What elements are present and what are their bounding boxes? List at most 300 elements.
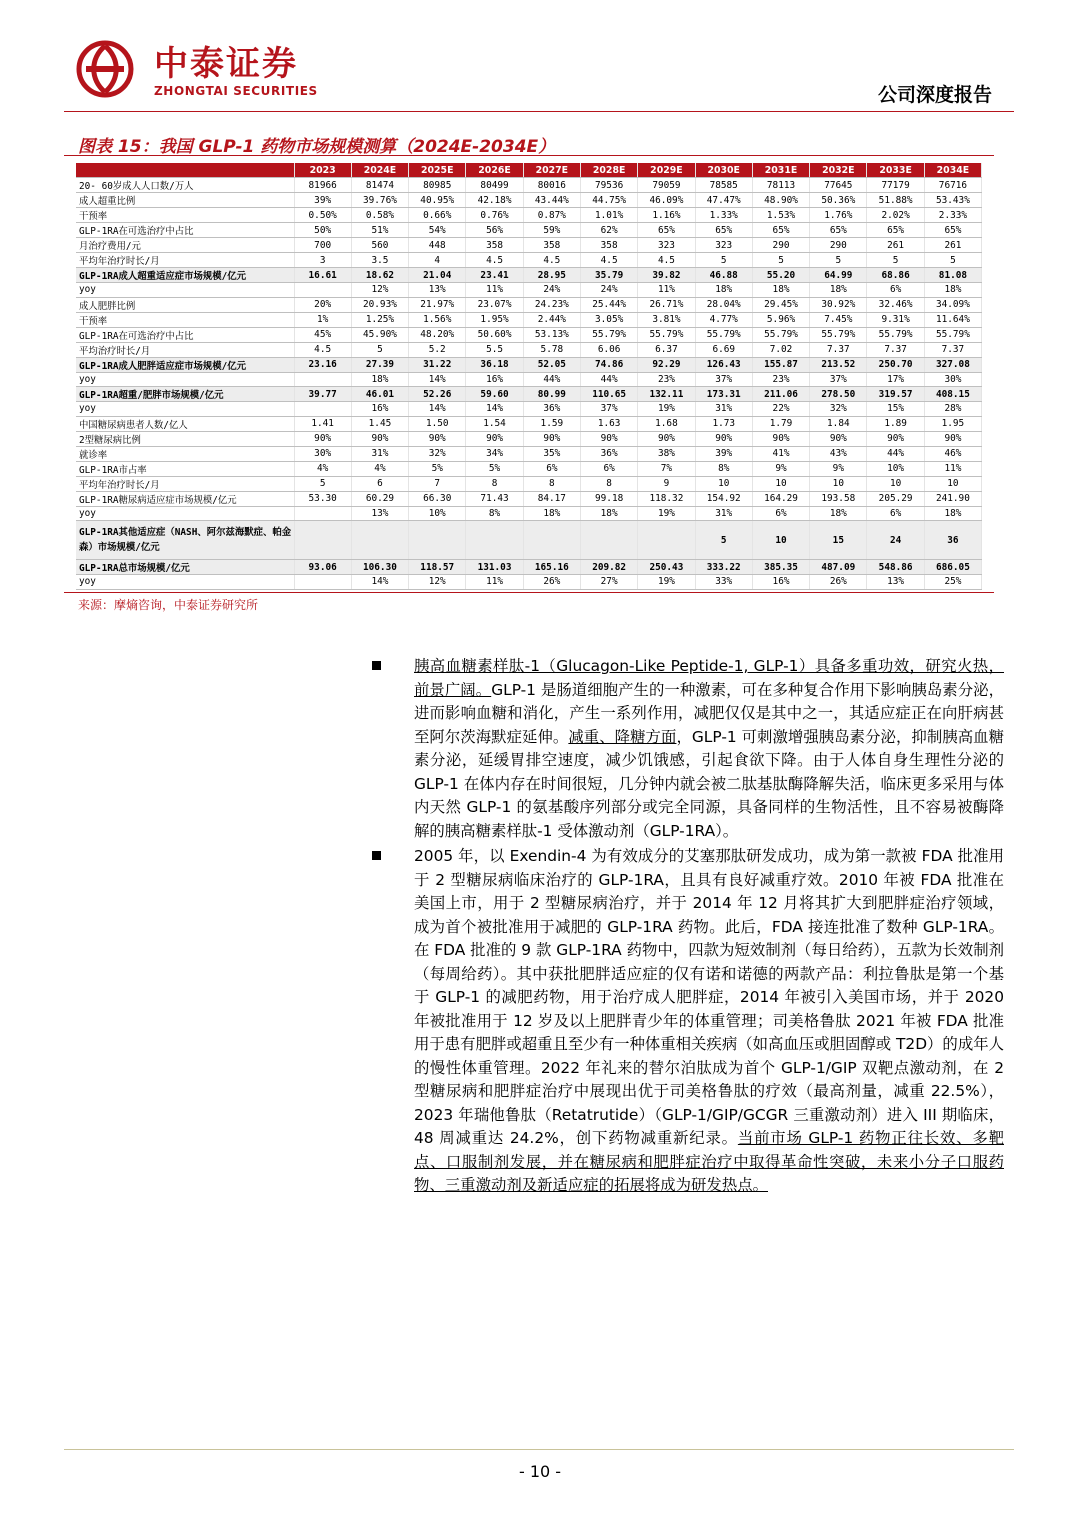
table-row (76, 193, 982, 208)
table-cell: 333.22 (695, 560, 752, 575)
table-cell: 39.77 (294, 387, 351, 402)
table-row (76, 446, 982, 461)
table-row (76, 357, 982, 372)
table-cell: 8 (580, 476, 637, 491)
table-row (76, 461, 982, 476)
table-cell: 560 (351, 238, 408, 253)
table-cell: 1% (294, 312, 351, 327)
table-cell: 99.18 (580, 491, 637, 506)
column-header: 2033E (867, 163, 924, 178)
table-cell: 36% (523, 402, 580, 417)
table-cell: 21.04 (409, 268, 466, 283)
table-cell: 26.71% (638, 297, 695, 312)
column-header: 2024E (351, 163, 408, 178)
table-header-row (76, 163, 982, 178)
table-cell (409, 521, 466, 560)
table-cell: 34.09% (924, 297, 981, 312)
column-header: 2031E (752, 163, 809, 178)
table-cell: 358 (466, 238, 523, 253)
company-name-cn: 中泰证券 (154, 44, 298, 84)
table-cell: 44.75% (580, 193, 637, 208)
table-cell: 13% (351, 506, 408, 521)
row-label: 2型糖尿病比例 (76, 431, 294, 446)
table-cell: 7.37 (924, 342, 981, 357)
table-cell: 14% (409, 402, 466, 417)
document-type: 公司深度报告 (877, 84, 992, 106)
table-cell: 77645 (810, 178, 867, 193)
table-cell: 290 (752, 238, 809, 253)
row-label: GLP-1RA成人超重适应症市场规模/亿元 (76, 268, 294, 283)
table-cell: 90% (409, 431, 466, 446)
table-cell: 211.06 (752, 387, 809, 402)
table-cell: 90% (695, 431, 752, 446)
table-cell: 10 (867, 476, 924, 491)
table-cell: 24.23% (523, 297, 580, 312)
table-cell: 10 (695, 476, 752, 491)
table-cell: 65% (638, 223, 695, 238)
table-cell: 4.5 (294, 342, 351, 357)
table-cell: 19% (638, 506, 695, 521)
row-label: 干预率 (76, 312, 294, 327)
table-cell: 10 (752, 521, 809, 560)
table-row (76, 208, 982, 223)
table-cell: 12% (351, 283, 408, 298)
table-cell: 45% (294, 327, 351, 342)
table-cell (294, 372, 351, 387)
table-cell: 41% (752, 446, 809, 461)
table-cell: 16.61 (294, 268, 351, 283)
paragraph-text: GLP-1 是肠道细胞产生的一种激素，可在多种复合作用下影响胰岛素分泌，进而影响血糖和消化，产生一系列作用，减肥仅仅是其中之一，其适应症正在向肝病甚至阿尔茨海默症延伸。 (414, 680, 1004, 746)
table-cell: 18% (695, 283, 752, 298)
table-cell: 66.30 (409, 491, 466, 506)
table-cell: 23.16 (294, 357, 351, 372)
source-divider (64, 592, 994, 593)
table-cell: 250.70 (867, 357, 924, 372)
table-cell: 33% (695, 575, 752, 590)
table-cell: 46.01 (351, 387, 408, 402)
table-cell: 11% (466, 575, 523, 590)
table-cell: 319.57 (867, 387, 924, 402)
table-cell (294, 575, 351, 590)
table-cell: 18% (351, 372, 408, 387)
table-cell: 193.58 (810, 491, 867, 506)
table-cell: 2.02% (867, 208, 924, 223)
table-cell: 62% (580, 223, 637, 238)
column-header: 2028E (580, 163, 637, 178)
table-cell: 55.20 (752, 268, 809, 283)
table-cell: 16% (752, 575, 809, 590)
table-cell: 78585 (695, 178, 752, 193)
row-label: yoy (76, 402, 294, 417)
table-cell: 56% (466, 223, 523, 238)
market-size-table (76, 163, 982, 590)
table-cell: 11% (466, 283, 523, 298)
table-row (76, 327, 982, 342)
paragraph-text: ，GLP-1 可刺激增强胰岛素分泌，抑制胰高血糖素分泌，延缓胃排空速度，减少饥饿感，引起食欲下降。由于人体自身生理性分泌的 GLP-1 在体内存在时间很短，几分钟内就会被二肽基肽酶降解失活，临床更多采用与体内天然 GLP-1 的氨基酸序列部分或完全同源，具备同样的生物活性，且不容易被酶降解的胰高糖素样肽-1 受体激动剂（GLP-1RA）。 (414, 727, 1004, 840)
table-cell: 0.87% (523, 208, 580, 223)
table-row (76, 560, 982, 575)
table-cell: 10 (810, 476, 867, 491)
table-cell: 2.33% (924, 208, 981, 223)
table-cell: 5 (695, 521, 752, 560)
table-cell: 250.43 (638, 560, 695, 575)
table-cell: 118.57 (409, 560, 466, 575)
table-cell: 0.58% (351, 208, 408, 223)
table-cell: 548.86 (867, 560, 924, 575)
table-row (76, 297, 982, 312)
table-cell: 71.43 (466, 491, 523, 506)
table-cell: 4% (294, 461, 351, 476)
table-cell: 209.82 (580, 560, 637, 575)
table-cell: 24% (580, 283, 637, 298)
table-cell: 3.5 (351, 253, 408, 268)
column-header: 2027E (523, 163, 580, 178)
table-cell: 7.45% (810, 312, 867, 327)
table-cell: 5.78 (523, 342, 580, 357)
table-cell: 14% (409, 372, 466, 387)
table-cell: 90% (466, 431, 523, 446)
column-header: 2023 (294, 163, 351, 178)
table-cell (466, 521, 523, 560)
table-cell: 31% (695, 506, 752, 521)
table-cell: 12% (409, 575, 466, 590)
row-label: 干预率 (76, 208, 294, 223)
header-divider (64, 111, 1014, 112)
table-cell: 385.35 (752, 560, 809, 575)
table-cell: 90% (752, 431, 809, 446)
table-cell: 68.86 (867, 268, 924, 283)
table-cell: 78113 (752, 178, 809, 193)
row-label: 中国糖尿病患者人数/亿人 (76, 416, 294, 431)
table-cell: 1.53% (752, 208, 809, 223)
table-cell: 80.99 (523, 387, 580, 402)
row-label: 月治疗费用/元 (76, 238, 294, 253)
table-cell: 48.20% (409, 327, 466, 342)
table-cell: 13% (867, 575, 924, 590)
table-cell: 7% (638, 461, 695, 476)
table-cell: 0.76% (466, 208, 523, 223)
table-cell: 45.90% (351, 327, 408, 342)
table-cell: 1.84 (810, 416, 867, 431)
table-cell: 5 (924, 253, 981, 268)
table-cell: 9% (810, 461, 867, 476)
table-cell (294, 283, 351, 298)
table-cell: 15 (810, 521, 867, 560)
table-cell: 4% (351, 461, 408, 476)
table-cell: 5 (752, 253, 809, 268)
table-row (76, 372, 982, 387)
table-cell: 37% (580, 402, 637, 417)
table-cell: 18% (924, 283, 981, 298)
table-cell: 18% (752, 283, 809, 298)
table-cell: 37% (695, 372, 752, 387)
table-cell: 80016 (523, 178, 580, 193)
table-cell: 5.2 (409, 342, 466, 357)
table-cell: 1.89 (867, 416, 924, 431)
table-cell: 23% (752, 372, 809, 387)
table-cell: 11% (638, 283, 695, 298)
table-cell: 4.5 (466, 253, 523, 268)
table-row (76, 416, 982, 431)
table-cell: 106.30 (351, 560, 408, 575)
table-cell: 44% (580, 372, 637, 387)
table-cell: 27.39 (351, 357, 408, 372)
table-cell: 1.54 (466, 416, 523, 431)
table-cell: 4.77% (695, 312, 752, 327)
table-row (76, 506, 982, 521)
row-label: 平均治疗时长/月 (76, 342, 294, 357)
table-cell: 2.44% (523, 312, 580, 327)
table-cell: 165.16 (523, 560, 580, 575)
table-cell: 164.29 (752, 491, 809, 506)
row-label: 20- 60岁成人人口数/万人 (76, 178, 294, 193)
table-cell: 80985 (409, 178, 466, 193)
table-cell: 6% (752, 506, 809, 521)
table-cell: 16% (351, 402, 408, 417)
table-cell: 64.99 (810, 268, 867, 283)
table-cell: 278.50 (810, 387, 867, 402)
table-cell: 16% (466, 372, 523, 387)
table-cell: 32% (810, 402, 867, 417)
row-label: 成人超重比例 (76, 193, 294, 208)
column-header (76, 163, 294, 178)
table-cell: 92.29 (638, 357, 695, 372)
column-header: 2029E (638, 163, 695, 178)
row-label: GLP-1RA糖尿病适应症市场规模/亿元 (76, 491, 294, 506)
row-label: 平均年治疗时长/月 (76, 253, 294, 268)
table-cell: 24% (523, 283, 580, 298)
table-cell: 37% (810, 372, 867, 387)
table-cell: 46.09% (638, 193, 695, 208)
table-cell: 29.45% (752, 297, 809, 312)
table-cell: 53.13% (523, 327, 580, 342)
table-cell: 173.31 (695, 387, 752, 402)
row-label: GLP-1RA总市场规模/亿元 (76, 560, 294, 575)
table-cell: 0.50% (294, 208, 351, 223)
column-header: 2026E (466, 163, 523, 178)
table-row (76, 283, 982, 298)
paragraph-text: 2005 年，以 Exendin-4 为有效成分的艾塞那肽研发成功，成为第一款被 FDA 批准用于 2 型糖尿病临床治疗的 GLP-1RA，且具有良好减重疗效。2010 年被 FDA 批准在美国上市，用于 2 型糖尿病治疗，并于 2014 年 12 月将其扩大到肥胖症治疗领域，成为首个被批准用于减肥的 GLP-1RA 药物。此后，FDA 接连批准了数种 GLP-1RA。在 FDA 批准的 9 款 GLP-1RA 药物中，四款为短效制剂（每日给药），五款为长效制剂（每周给药）。其中获批肥胖适应症的仅有诺和诺德的两款产品：利拉鲁肽是第一个基于 GLP-1 的减肥药物，用于治疗成人肥胖症，2014 年被引入美国市场，并于 2020 年被批准用于 12 岁及以上肥胖青少年的体重管理；司美格鲁肽 2021 年被 FDA 批准用于患有肥胖或超重且至少有一种体重相关疾病（如高血压或胆固醇或 T2D）的成年人的慢性体重管理。2022 年礼来的替尔泊肽成为首个 GLP-1/GIP 双靶点激动剂，在 2 型糖尿病和肥胖症治疗中展现出优于司美格鲁肽的疗效（最高剂量，减重 22.5%），2023 年瑞他鲁肽（Retatrutide）（GLP-1/GIP/GCGR 三重激动剂）进入 III 期临床，48 周减重达 24.2%，创下药物减重新纪录。 (414, 847, 1004, 1147)
table-cell: 700 (294, 238, 351, 253)
table-cell: 154.92 (695, 491, 752, 506)
table-cell: 1.68 (638, 416, 695, 431)
table-cell: 1.63 (580, 416, 637, 431)
table-row (76, 491, 982, 506)
table-cell: 25% (924, 575, 981, 590)
table-cell: 1.76% (810, 208, 867, 223)
table-cell: 23% (638, 372, 695, 387)
body-text (370, 655, 1004, 1200)
table-cell: 5 (867, 253, 924, 268)
table-cell: 90% (638, 431, 695, 446)
table-cell: 30.92% (810, 297, 867, 312)
table-cell: 46.88 (695, 268, 752, 283)
company-name-en: ZHONGTAI SECURITIES (154, 84, 318, 98)
table-cell: 43% (810, 446, 867, 461)
table-row (76, 223, 982, 238)
table-cell: 5 (810, 253, 867, 268)
table-cell: 131.03 (466, 560, 523, 575)
table-cell: 81474 (351, 178, 408, 193)
table-row (76, 253, 982, 268)
table-cell: 52.26 (409, 387, 466, 402)
table-cell: 93.06 (294, 560, 351, 575)
table-cell: 1.45 (351, 416, 408, 431)
table-cell (294, 402, 351, 417)
table-cell: 5 (695, 253, 752, 268)
underlined-text: 当前市场 GLP-1 药物正往长效、多靶点、口服制剂发展，并在糖尿病和肥胖症治疗中取得革命性突破，未来小分子口服药物、三重激动剂及新适应症的拓展将成为研发热点。 (414, 1129, 1004, 1194)
table-row (76, 238, 982, 253)
table-cell: 4.5 (523, 253, 580, 268)
table-cell: 19% (638, 575, 695, 590)
table-cell: 28.95 (523, 268, 580, 283)
table-cell: 36.18 (466, 357, 523, 372)
table-row (76, 431, 982, 446)
table-cell: 110.65 (580, 387, 637, 402)
table-cell: 18% (523, 506, 580, 521)
table-cell: 1.95 (924, 416, 981, 431)
table-cell: 55.79% (695, 327, 752, 342)
table-cell: 31% (351, 446, 408, 461)
table-cell: 65% (752, 223, 809, 238)
table-cell: 39% (294, 193, 351, 208)
table-cell: 6% (580, 461, 637, 476)
table-cell: 4.5 (580, 253, 637, 268)
table-row (76, 387, 982, 402)
table-cell: 59% (523, 223, 580, 238)
table-row (76, 178, 982, 193)
square-bullet-icon (372, 661, 381, 670)
table-cell: 1.95% (466, 312, 523, 327)
table-cell: 30% (294, 446, 351, 461)
table-cell: 51.88% (867, 193, 924, 208)
table-row (76, 575, 982, 590)
table-cell (294, 506, 351, 521)
table-cell: 47.47% (695, 193, 752, 208)
table-cell: 8% (695, 461, 752, 476)
table-cell: 55.79% (867, 327, 924, 342)
table-cell: 323 (695, 238, 752, 253)
table-cell: 14% (351, 575, 408, 590)
table-cell: 90% (294, 431, 351, 446)
table-cell: 8 (466, 476, 523, 491)
table-cell: 9.31% (867, 312, 924, 327)
table-cell: 18% (580, 506, 637, 521)
table-cell: 84.17 (523, 491, 580, 506)
table-cell: 21.97% (409, 297, 466, 312)
table-cell: 55.79% (752, 327, 809, 342)
table-cell: 44% (523, 372, 580, 387)
table-cell: 6 (351, 476, 408, 491)
figure-title: 图表 15：我国 GLP-1 药物市场规模测算（2024E-2034E） (78, 137, 556, 157)
figure-title-divider (64, 155, 994, 156)
table-cell: 55.79% (924, 327, 981, 342)
table-cell: 55.79% (580, 327, 637, 342)
table-cell: 487.09 (810, 560, 867, 575)
table-cell: 55.79% (810, 327, 867, 342)
row-label: GLP-1RA成人肥胖适应症市场规模/亿元 (76, 357, 294, 372)
table-row (76, 312, 982, 327)
table-cell: 1.01% (580, 208, 637, 223)
table-cell: 10 (924, 476, 981, 491)
table-cell: 10% (867, 461, 924, 476)
table-cell: 51% (351, 223, 408, 238)
table-row (76, 521, 982, 560)
table-row (76, 268, 982, 283)
table-cell: 261 (867, 238, 924, 253)
table-cell: 290 (810, 238, 867, 253)
table-cell (523, 521, 580, 560)
table-cell: 10% (409, 506, 466, 521)
row-label: 成人肥胖比例 (76, 297, 294, 312)
table-cell: 1.50 (409, 416, 466, 431)
row-label: 平均年治疗时长/月 (76, 476, 294, 491)
table-cell: 15% (867, 402, 924, 417)
table-cell: 1.56% (409, 312, 466, 327)
table-cell: 1.41 (294, 416, 351, 431)
table-cell: 155.87 (752, 357, 809, 372)
table-cell: 241.90 (924, 491, 981, 506)
table-cell: 35.79 (580, 268, 637, 283)
table-cell: 40.95% (409, 193, 466, 208)
page-header (70, 30, 1000, 110)
table-cell: 23.07% (466, 297, 523, 312)
table-cell: 31% (695, 402, 752, 417)
table-row (76, 402, 982, 417)
table-cell: 5.5 (466, 342, 523, 357)
table-cell: 20% (294, 297, 351, 312)
table-cell: 213.52 (810, 357, 867, 372)
table-cell: 36 (924, 521, 981, 560)
table-row (76, 476, 982, 491)
table-cell: 38% (638, 446, 695, 461)
table-cell: 126.43 (695, 357, 752, 372)
table-row (76, 342, 982, 357)
table-cell: 59.60 (466, 387, 523, 402)
table-cell: 7 (409, 476, 466, 491)
table-cell: 5 (294, 476, 351, 491)
table-cell: 6.06 (580, 342, 637, 357)
table-cell: 6.37 (638, 342, 695, 357)
table-cell: 27% (580, 575, 637, 590)
table-cell: 81966 (294, 178, 351, 193)
table-cell: 205.29 (867, 491, 924, 506)
table-cell: 7.37 (810, 342, 867, 357)
table-cell: 1.33% (695, 208, 752, 223)
table-cell: 18% (924, 506, 981, 521)
table-cell: 26% (523, 575, 580, 590)
table-cell: 4.5 (638, 253, 695, 268)
table-cell: 11% (924, 461, 981, 476)
table-cell: 4 (409, 253, 466, 268)
table-cell: 25.44% (580, 297, 637, 312)
table-cell: 6.69 (695, 342, 752, 357)
table-cell (294, 521, 351, 560)
table-cell: 1.16% (638, 208, 695, 223)
table-cell: 26% (810, 575, 867, 590)
bullet-paragraph (370, 655, 1004, 843)
square-bullet-icon (372, 851, 381, 860)
page-number: - 10 - (518, 1462, 562, 1481)
table-cell: 10 (752, 476, 809, 491)
table-cell: 39% (695, 446, 752, 461)
table-cell: 9 (638, 476, 695, 491)
table-cell: 14% (466, 402, 523, 417)
column-header: 2030E (695, 163, 752, 178)
table-cell: 22% (752, 402, 809, 417)
table-cell: 53.30 (294, 491, 351, 506)
table-cell: 19% (638, 402, 695, 417)
